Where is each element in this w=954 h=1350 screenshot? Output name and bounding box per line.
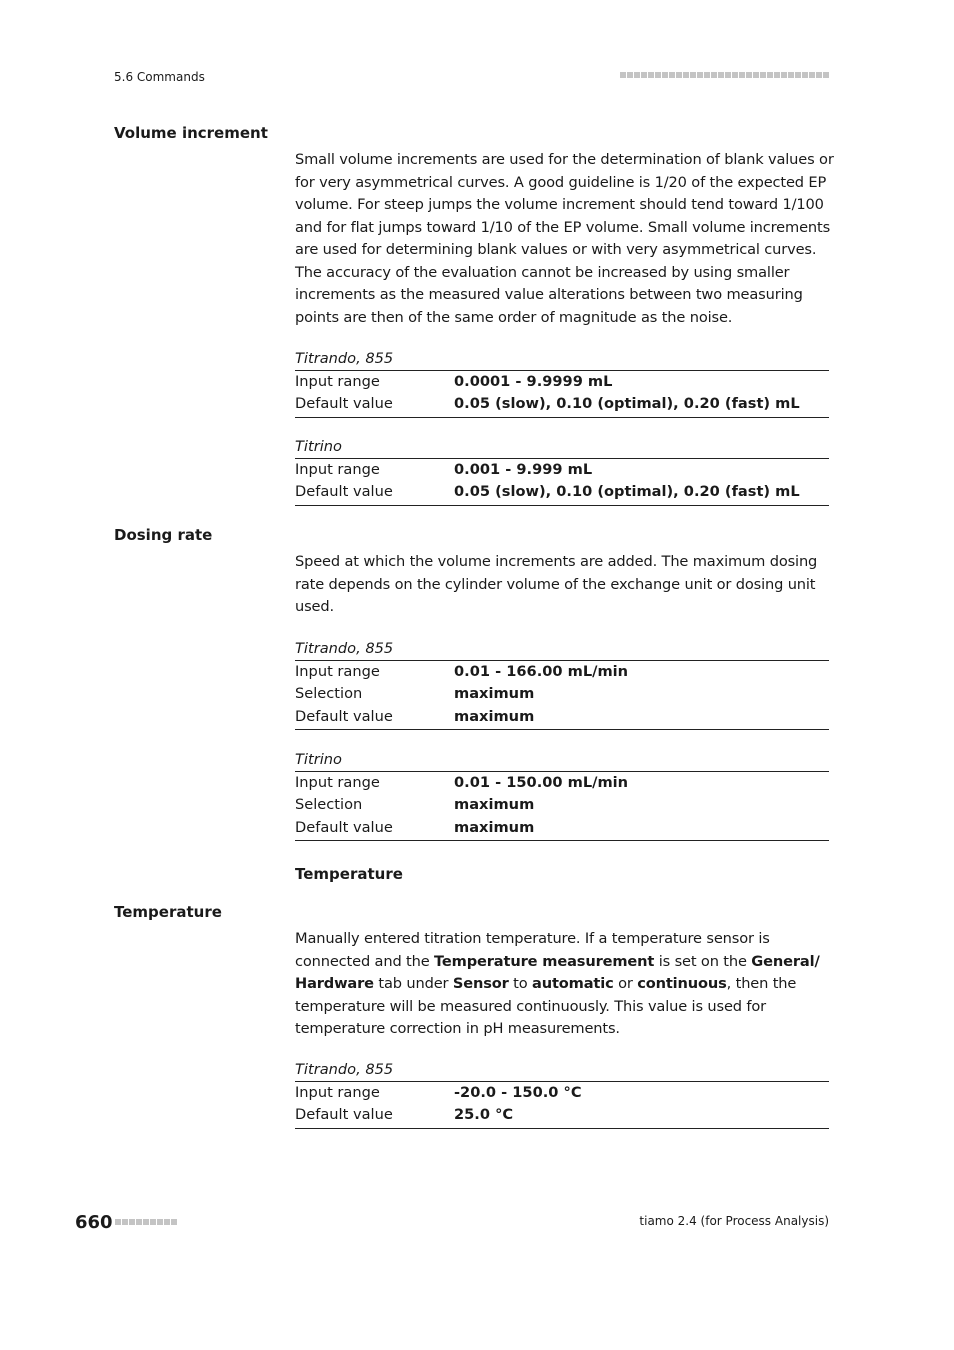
header-section-title: 5.6 Commands [114,70,205,84]
row-value: 0.05 (slow), 0.10 (optimal), 0.20 (fast) mL [454,483,800,501]
row-label: Input range [295,461,380,478]
header-decoration [620,72,829,78]
row-value: maximum [454,796,535,814]
table-title: Titrando, 855 [295,348,829,371]
table-row [295,794,829,816]
table-row [295,817,829,839]
table-row [295,706,829,728]
row-label: Input range [295,1084,380,1101]
table-end-rule [295,504,829,506]
row-label: Default value [295,818,393,836]
page-number: 660 [75,1212,113,1233]
table-row [295,393,829,415]
temperature-subheading: Temperature [295,865,403,883]
row-label: Input range [295,774,380,791]
dosing-rate-table-titrino [295,749,829,841]
table-title: Titrino [295,436,829,459]
row-value: 0.01 - 150.00 mL/min [454,774,629,791]
table-row [295,772,829,794]
table-end-rule [295,416,829,418]
footer-decoration [115,1219,177,1225]
row-label: Input range [295,663,380,680]
footer-product: tiamo 2.4 (for Process Analysis) [639,1214,829,1228]
dosing-rate-table-titrando [295,638,829,730]
volume-increment-table-titrando [295,348,829,418]
temperature-heading: Temperature [114,903,222,921]
row-value: 0.01 - 166.00 mL/min [454,663,629,680]
volume-increment-description: Small volume increments are used for the determination of blank values or for very asymmetrical curves. A good guideline is 1/20 of the expected EP volume. For steep jumps the volume increment should tend toward 1/100 and for flat jumps toward 1/10 of the EP volume. Small volume increments are used for determining blank values or with very asymmetrical curves. The accuracy of the evaluation cannot be increased by using smaller increments as the measured value alterations between two measuring points are then of the same order of magnitude as the noise. [295,151,834,326]
row-value: maximum [454,818,535,836]
table-row [295,661,829,683]
row-value: 0.001 - 9.999 mL [454,461,593,478]
table-row [295,481,829,503]
row-label: Default value [295,707,393,725]
row-label: Default value [295,395,393,413]
row-label: Default value [295,1106,393,1124]
table-end-rule [295,839,829,841]
temperature-description: Manually entered titration temperature. If a temperature sensor is connected and the Temperature measurement is set on the General/ Hardware tab under Sensor to automatic or continuous, then the temperature will be measured continuously. This value is used for temperature correction in pH measurements. [295,930,820,1037]
table-row [295,683,829,705]
row-value: 0.05 (slow), 0.10 (optimal), 0.20 (fast) mL [454,395,800,413]
table-end-rule [295,1127,829,1129]
table-row [295,371,829,393]
row-label: Input range [295,373,380,390]
table-title: Titrando, 855 [295,638,829,661]
table-row [295,1082,829,1104]
dosing-rate-description: Speed at which the volume increments are added. The maximum dosing rate depends on the cylinder volume of the exchange unit or dosing unit used. [295,553,818,615]
table-title: Titrino [295,749,829,772]
volume-increment-table-titrino [295,436,829,506]
dosing-rate-heading: Dosing rate [114,526,213,544]
volume-increment-heading: Volume increment [114,124,268,142]
table-row [295,459,829,481]
row-label: Default value [295,483,393,501]
row-value: maximum [454,707,535,725]
table-title: Titrando, 855 [295,1059,829,1082]
row-value: -20.0 - 150.0 °C [454,1084,582,1101]
table-end-rule [295,728,829,730]
temperature-table-titrando [295,1059,829,1129]
row-value: 0.0001 - 9.9999 mL [454,373,613,390]
row-label: Selection [295,796,363,814]
row-value: 25.0 °C [454,1106,514,1124]
row-label: Selection [295,685,363,703]
row-value: maximum [454,685,535,703]
table-row [295,1104,829,1126]
